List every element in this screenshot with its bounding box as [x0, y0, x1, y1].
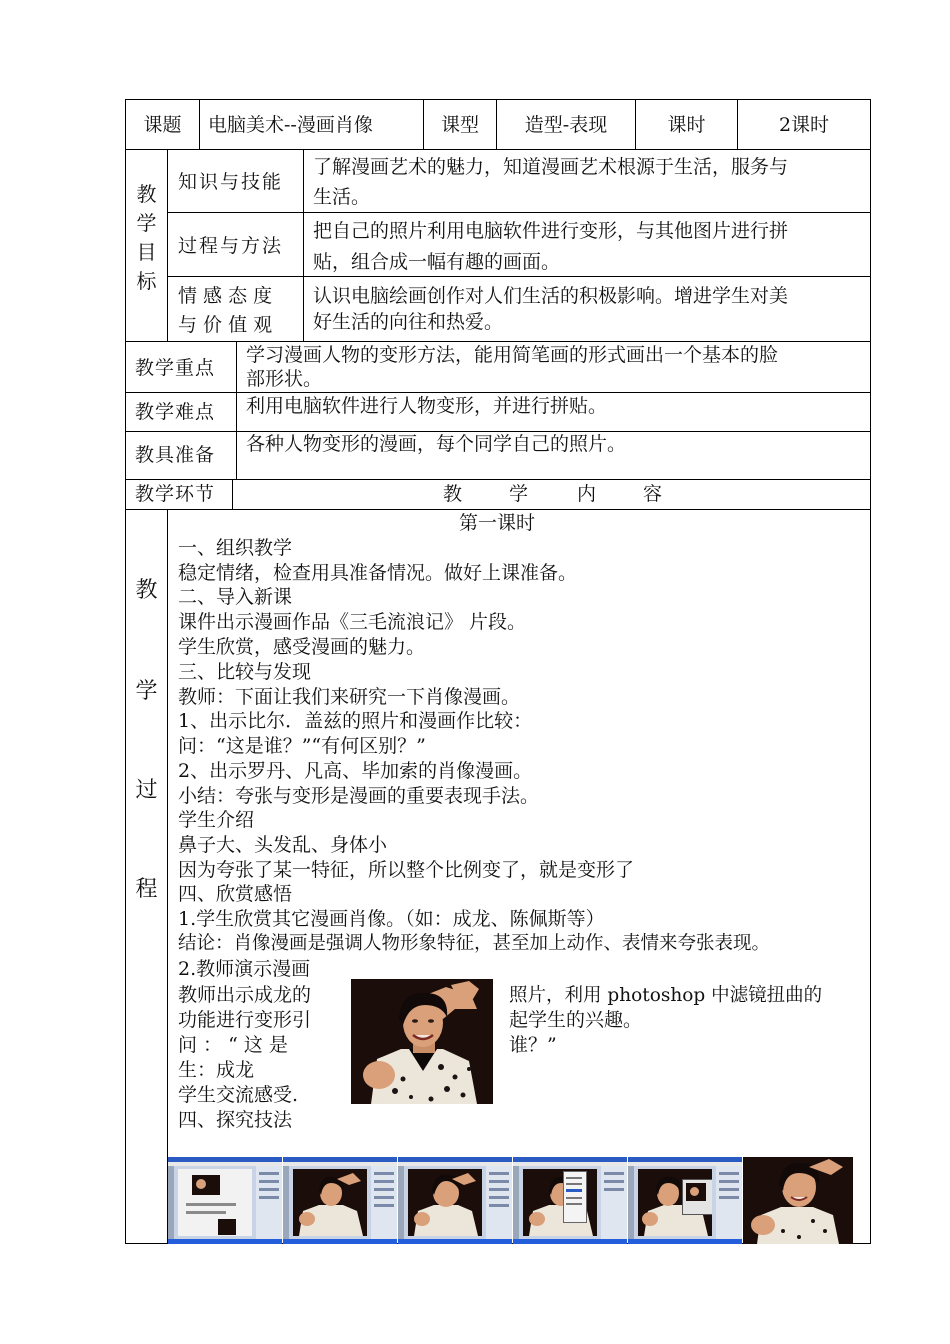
process-line: 问：“这是谁？”“有何区别？”	[178, 735, 426, 757]
lesson-title: 第一课时	[459, 512, 536, 534]
wrap-left-line: 教师出示成龙的	[178, 984, 312, 1006]
type-label: 课型	[440, 114, 479, 136]
process-line: 教师：下面让我们来研究一下肖像漫画。	[178, 686, 521, 708]
key-points-text-line: 部形状。	[246, 368, 323, 390]
photoshop-screenshot-thumb	[168, 1157, 282, 1244]
divider	[167, 276, 871, 277]
stage-label: 教学环节	[135, 483, 216, 505]
divider	[125, 149, 871, 150]
divider	[167, 212, 871, 213]
hours-value: 2课时	[778, 114, 830, 136]
process-line: 2.教师演示漫画	[178, 958, 311, 980]
topic-label: 课题	[143, 114, 182, 136]
knowledge-text-line: 了解漫画艺术的魅力，知道漫画艺术根源于生活，服务与	[313, 156, 789, 178]
divider	[232, 479, 233, 509]
difficulties-label: 教学难点	[135, 401, 216, 423]
process-line: 学生介绍	[178, 809, 255, 831]
difficulties-text: 利用电脑软件进行人物变形，并进行拼贴。	[246, 395, 608, 417]
content-header-char: 学	[509, 483, 529, 505]
process-line: 1、出示比尔．盖兹的照片和漫画作比较：	[178, 710, 533, 732]
process-method-text-line: 贴，组合成一幅有趣的画面。	[313, 251, 561, 273]
photoshop-screenshot-thumb	[513, 1157, 627, 1244]
divider	[125, 392, 871, 393]
materials-label: 教具准备	[135, 444, 216, 466]
wrap-left-line: 功能进行变形引	[178, 1009, 312, 1031]
divider	[125, 479, 871, 480]
wrap-right-line: 起学生的兴趣。	[509, 1009, 643, 1031]
divider	[167, 509, 168, 1244]
divider	[303, 149, 304, 341]
process-label-char: 教	[135, 578, 158, 603]
attitude-text-line: 好生活的向往和热爱。	[313, 311, 504, 333]
materials-text: 各种人物变形的漫画，每个同学自己的照片。	[246, 433, 627, 455]
content-header-char: 教	[443, 483, 463, 505]
attitude-label-line: 情 感 态 度	[178, 285, 273, 307]
process-label-char: 程	[135, 877, 158, 902]
process-line: 因为夸张了某一特征，所以整个比例变了，就是变形了	[178, 859, 635, 881]
process-line: 课件出示漫画作品《三毛流浪记》 片段。	[178, 611, 527, 633]
key-points-text-line: 学习漫画人物的变形方法，能用简笔画的形式画出一个基本的脸	[246, 344, 779, 366]
process-line: 一、组织教学	[178, 537, 293, 559]
divider	[199, 99, 200, 149]
process-line: 四、欣赏感悟	[178, 883, 293, 905]
jackie-chan-photo	[351, 979, 493, 1104]
hours-label: 课时	[667, 114, 706, 136]
key-points-label: 教学重点	[135, 357, 216, 379]
process-line: 鼻子大、头发乱、身体小	[178, 834, 388, 856]
photoshop-screenshot-thumb	[398, 1157, 512, 1244]
content-header-char: 容	[643, 483, 663, 505]
process-line: 2、出示罗丹、凡高、毕加索的肖像漫画。	[178, 760, 533, 782]
wrap-left-line: 生：成龙	[178, 1059, 255, 1081]
content-header-char: 内	[577, 483, 597, 505]
process-method-text-line: 把自己的照片利用电脑软件进行变形，与其他图片进行拼	[313, 220, 789, 242]
wrap-left-line: 四、探究技法	[178, 1109, 293, 1131]
process-label-char: 学	[135, 679, 158, 704]
knowledge-label: 知识与技能	[178, 171, 284, 193]
wrap-right-line: 谁？”	[509, 1034, 557, 1056]
caricature-result-thumb	[743, 1157, 853, 1244]
table-border-top	[125, 99, 871, 100]
process-label-char: 过	[135, 778, 158, 803]
process-line: 稳定情绪，检查用具准备情况。做好上课准备。	[178, 562, 578, 584]
wrap-right-line: 照片，利用 photoshop 中滤镜扭曲的	[509, 985, 823, 1006]
knowledge-text-line: 生活。	[313, 186, 371, 208]
photoshop-screenshot-thumb	[283, 1157, 397, 1244]
attitude-text-line: 认识电脑绘画创作对人们生活的积极影响。增进学生对美	[313, 285, 789, 307]
wrap-left-line: 学生交流感受.	[178, 1084, 299, 1106]
attitude-label-line: 与 价 值 观	[178, 314, 273, 336]
objectives-label: 教 学 目 标	[136, 182, 157, 293]
divider	[125, 509, 871, 510]
process-line: 三、比较与发现	[178, 661, 312, 683]
photoshop-screenshot-thumb	[628, 1157, 742, 1244]
table-border-right	[870, 99, 871, 1244]
process-line: 学生欣赏，感受漫画的魅力。	[178, 636, 426, 658]
topic-value: 电脑美术--漫画肖像	[208, 114, 373, 136]
process-line: 结论：肖像漫画是强调人物形象特征，甚至加上动作、表情来夸张表现。	[178, 933, 771, 954]
process-line: 小结：夸张与变形是漫画的重要表现手法。	[178, 785, 540, 807]
process-method-label: 过程与方法	[178, 235, 284, 257]
process-line: 1.学生欣赏其它漫画肖像。（如：成龙、陈佩斯等）	[178, 908, 605, 930]
divider	[167, 149, 168, 341]
process-line: 二、导入新课	[178, 586, 293, 608]
divider	[236, 341, 237, 479]
wrap-left-line: 问 ： “ 这 是	[178, 1034, 288, 1056]
type-value: 造型-表现	[524, 114, 608, 136]
